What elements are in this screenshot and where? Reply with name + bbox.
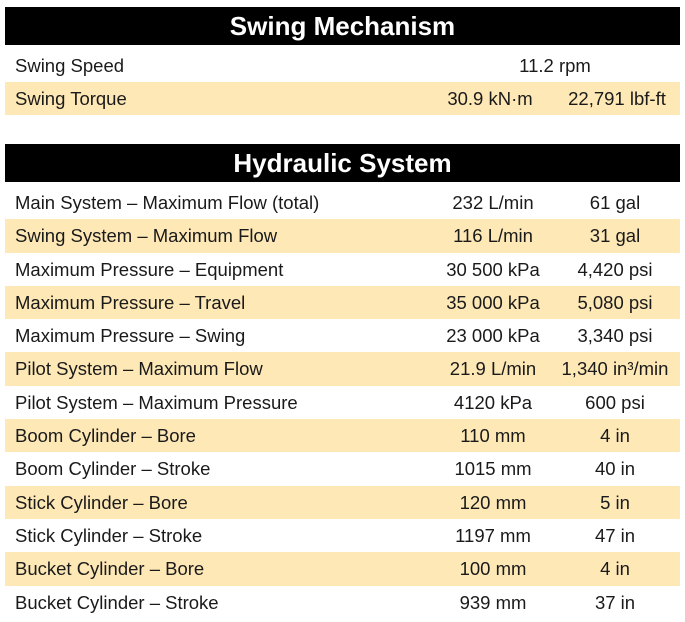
row-imperial-value: 37 in [594,591,636,613]
row-label: Maximum Pressure – Equipment [15,258,284,280]
table-row [5,452,680,485]
swing-mechanism-table [5,7,680,115]
row-metric-value: 100 mm [459,558,527,580]
hydraulic-rows [5,186,680,619]
row-metric-value: 110 mm [460,425,526,447]
table-row [5,419,680,452]
table-row [5,552,680,585]
row-metric-value: 35 000 kPa [446,291,540,313]
table-row [5,186,680,219]
row-imperial-value: 5 in [600,491,630,513]
hydraulic-system-table [5,144,680,619]
row-label: Stick Cylinder – Stroke [15,524,203,546]
row-label: Bucket Cylinder – Bore [15,558,205,580]
row-label: Pilot System – Maximum Flow [15,358,263,380]
row-imperial-value: 600 psi [585,391,645,413]
row-label: Boom Cylinder – Bore [15,425,196,447]
row-label: Main System – Maximum Flow (total) [15,192,320,213]
row-imperial-value: 4 in [600,425,630,447]
row-metric-value: 1015 mm [454,458,532,480]
row-label: Swing Torque [15,88,127,109]
row-metric-value: 116 L/min [453,225,533,247]
row-label: Stick Cylinder – Bore [15,491,188,513]
row-imperial-value: 31 gal [589,225,641,247]
row-metric-value: 1197 mm [455,524,531,546]
table-row [5,219,680,252]
row-imperial-value: 47 in [594,524,636,546]
table-row [5,319,680,352]
row-label: Maximum Pressure – Travel [15,291,246,313]
table-row [5,386,680,419]
table-row [5,586,680,619]
row-metric-value: 232 L/min [452,192,534,213]
table-row [5,286,680,319]
table-row [5,352,680,385]
row-imperial-value: 1,340 in³/min [561,358,669,380]
row-metric-value: 4120 kPa [453,391,533,413]
hydraulic-system-title: Hydraulic System [5,144,680,186]
row-imperial-value: 4 in [600,558,630,580]
row-metric-value: 120 mm [459,491,527,513]
row-imperial-value: 4,420 psi [577,258,653,280]
table-row-swing-speed [5,49,680,82]
row-imperial-value: 61 gal [589,192,641,213]
table-row [5,253,680,286]
swing-mechanism-title: Swing Mechanism [5,7,680,49]
row-label: Bucket Cylinder – Stroke [15,591,219,613]
row-label: Maximum Pressure – Swing [15,325,246,347]
row-label: Swing Speed [15,55,125,76]
row-label: Swing System – Maximum Flow [15,225,278,247]
table-row-swing-torque [5,82,680,115]
row-imperial-value: 5,080 psi [577,291,653,313]
row-imperial-value: 40 in [594,458,636,480]
row-metric-value: 30.9 kN·m [447,88,533,109]
table-row [5,519,680,552]
row-imperial-value: 22,791 lbf-ft [568,88,666,109]
row-label: Pilot System – Maximum Pressure [15,391,298,413]
row-metric-value: 30 500 kPa [446,258,540,280]
row-metric-value: 939 mm [459,591,527,613]
row-label: Boom Cylinder – Stroke [15,458,211,480]
row-metric-value: 21.9 L/min [449,358,537,380]
row-value: 11.2 rpm [519,55,591,76]
row-imperial-value: 3,340 psi [577,325,653,347]
row-metric-value: 23 000 kPa [446,325,540,347]
table-row [5,486,680,519]
